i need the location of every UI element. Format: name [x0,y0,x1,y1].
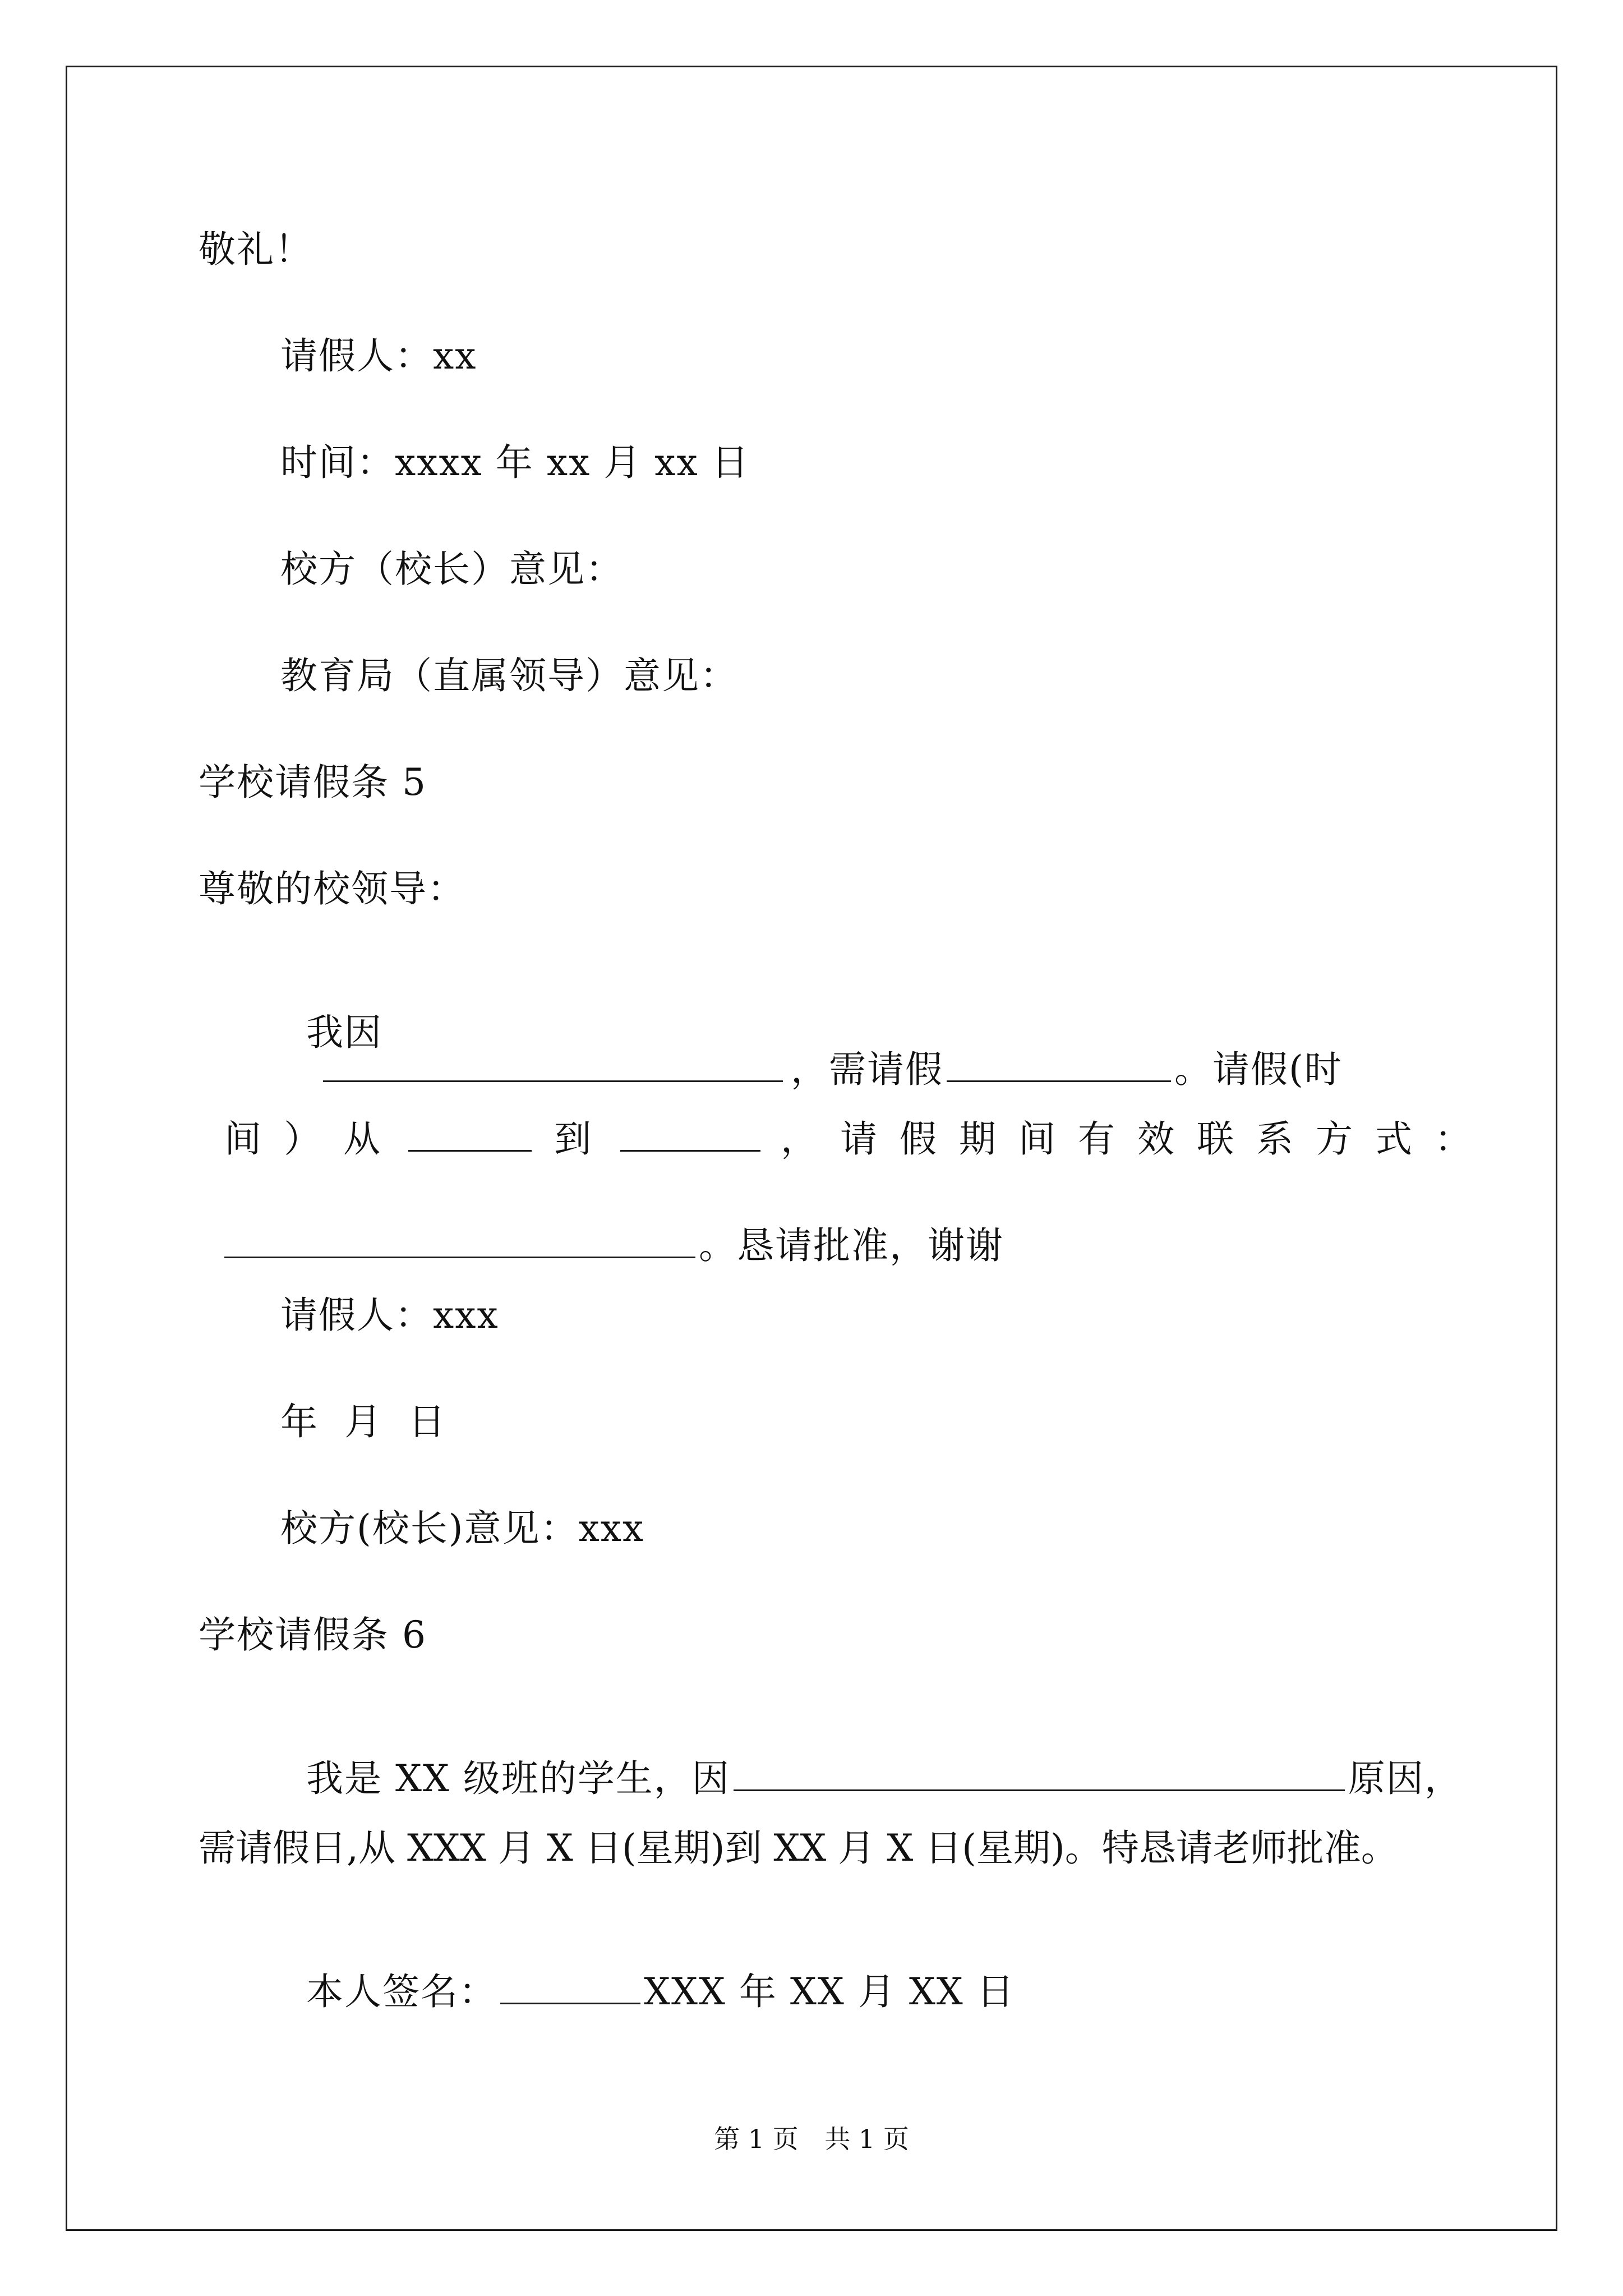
contact-suffix: 。恳请批准，谢谢 [698,1224,1004,1267]
reason-line [280,977,1343,1091]
student-reason-blank[interactable] [734,1760,1345,1791]
page-number: 第 1 页 [714,2124,799,2154]
reason-mid: ，需请假 [790,1048,943,1091]
start-date-blank[interactable] [408,1121,532,1152]
salutation-line: 尊敬的校领导： [199,867,465,910]
signature-date: XXX 年 XX 月 XX 日 [643,1970,1015,2013]
leave-type-blank[interactable] [947,1051,1171,1082]
date-placeholder-line: 年 月 日 [280,1400,446,1443]
requester-line: 请假人：xx [280,334,477,378]
period-prefix: 间）从 [224,1117,403,1161]
signature-label: 本人签名： [306,1970,497,2013]
student-reason-suffix: 原因， [1348,1757,1463,1800]
date-line: 时间：xxxx 年 xx 月 xx 日 [280,441,750,484]
reason-blank[interactable] [323,1051,783,1082]
signature-blank[interactable] [500,1973,640,2004]
page-total: 共 1 页 [824,2124,909,2154]
closing-salutation: 敬礼！ [199,228,313,271]
section-heading-5: 学校请假条 5 [199,761,427,804]
signature-line [280,1936,1015,2013]
period-to: 到 [554,1117,592,1161]
period-contact: ，请假期间有效联系方式： [780,1117,1494,1161]
page-footer [0,2126,1623,2152]
reason-prefix: 我因 [306,1011,382,1054]
bureau-opinion-line: 教育局（直属领导）意见： [280,654,738,697]
student-leave-period-line: 需请假日,从 XXX 月 X 日(星期)到 XX 月 X 日(星期)。特恳请老师批准。 [199,1826,1398,1870]
contact-line [199,1190,1004,1267]
contact-blank[interactable] [224,1227,695,1258]
reason-suffix: 。请假(时 [1174,1048,1343,1091]
end-date-blank[interactable] [620,1121,760,1152]
period-line [199,1084,1494,1161]
student-reason-prefix: 我是 XX 级班的学生，因 [306,1757,730,1800]
section-heading-6: 学校请假条 6 [199,1613,427,1657]
principal-opinion-line: 校方（校长）意见： [280,547,624,591]
student-reason-line [280,1723,1463,1800]
principal-opinion-line-2: 校方(校长)意见：xxx [280,1507,645,1550]
requester-line-2: 请假人：xxx [280,1294,499,1337]
